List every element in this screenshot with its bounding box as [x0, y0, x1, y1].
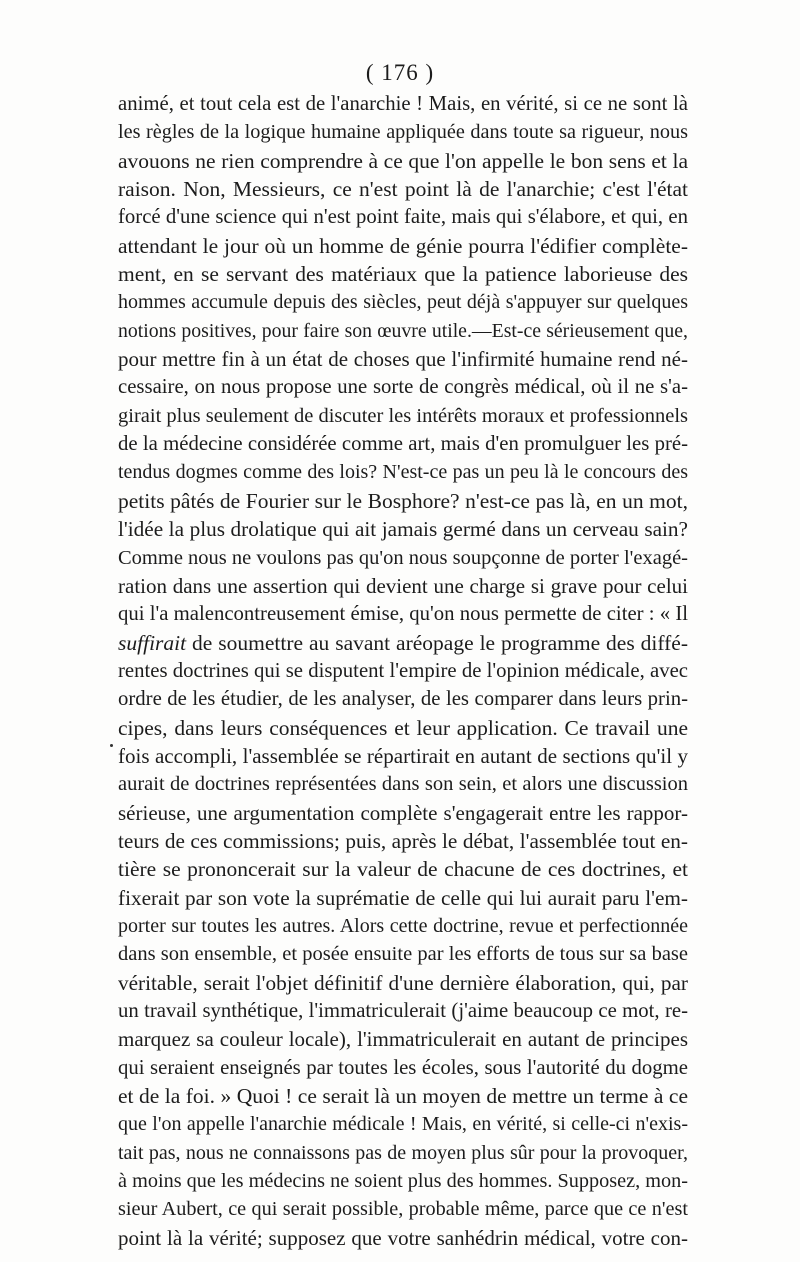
- text-line: fois accompli, l'assemblée se répartirait en autant de sections qu'il y: [118, 743, 688, 768]
- text-line: forcé d'une science qui n'est point faite, mais qui s'élabore, et qui, en: [118, 206, 688, 229]
- text-line: avouons ne rien comprendre à ce que l'on appelle le bon sens et la: [118, 148, 688, 173]
- text-line: dans son ensemble, et posée ensuite par les efforts de tous sur sa base: [118, 943, 688, 966]
- text-line: petits pâtés de Fourier sur le Bosphore? n'est-ce pas là, en un mot,: [118, 488, 688, 513]
- text-line: rentes doctrines qui se disputent l'empire de l'opinion médicale, avec: [118, 659, 688, 682]
- text-line: point là la vérité; supposez que votre sanhédrin médical, votre con-: [118, 1225, 688, 1250]
- text-line: que l'on appelle l'anarchie médicale ! Mais, en vérité, si celle-ci n'exis-: [118, 1113, 688, 1136]
- text-line: qui l'a malencontreusement émise, qu'on nous permette de citer : « Il: [118, 603, 688, 626]
- text-line: raison. Non, Messieurs, ce n'est point là de l'anarchie; c'est l'état: [118, 177, 688, 202]
- text-line: ordre de les étudier, de les analyser, de les comparer dans leurs prin-: [118, 688, 688, 711]
- text-line: de la médecine considérée comme art, mais d'en promulguer les pré-: [118, 433, 688, 456]
- text-line: un travail synthétique, l'immatriculerait (j'aime beaucoup ce mot, re-: [118, 1000, 688, 1022]
- page-number: ( 176 ): [365, 60, 435, 85]
- text-line: tendus dogmes comme des lois? N'est-ce pas un peu là le concours des: [118, 461, 688, 484]
- text-line: girait plus seulement de discuter les intérêts moraux et professionnels: [118, 404, 688, 427]
- text-line: pour mettre fin à un état de choses que l'infirmité humaine rend né-: [118, 347, 688, 372]
- text-line: les règles de la logique humaine appliquée dans toute sa rigueur, nous: [118, 121, 688, 144]
- text-line: tière se prononcerait sur la valeur de chacune de ces doctrines, et: [118, 857, 688, 882]
- text-line: cessaire, on nous propose une sorte de congrès médical, où il ne s'a-: [118, 376, 688, 399]
- text-line: notions positives, pour faire son œuvre utile.—Est-ce sérieusement que,: [118, 319, 688, 342]
- text-line: porter sur toutes les autres. Alors cette doctrine, revue et perfectionnée: [118, 914, 688, 937]
- text-line: l'idée la plus drolatique qui ait jamais germé dans un cerveau sain?: [118, 517, 688, 542]
- text-line: teurs de ces commissions; puis, après le débat, l'assemblée tout en-: [118, 828, 688, 853]
- text-line: sérieuse, une argumentation complète s'engagerait entre les rappor-: [118, 800, 688, 825]
- text-line: Comme nous ne voulons pas qu'on nous soupçonne de porter l'exagé-: [118, 546, 688, 569]
- text-line: ration dans une assertion qui devient une charge si grave pour celui: [118, 573, 688, 598]
- text-line: animé, et tout cela est de l'anarchie ! Mais, en vérité, si ce ne sont là: [118, 93, 688, 115]
- ink-speck: [110, 744, 113, 747]
- text-line: et de la foi. » Quoi ! ce serait là un moyen de mettre un terme à ce: [118, 1084, 688, 1109]
- text-line: qui seraient enseignés par toutes les écoles, sous l'autorité du dogme: [118, 1056, 688, 1079]
- text-line: marquez sa couleur locale), l'immatriculerait en autant de principes: [118, 1027, 688, 1052]
- text-line: véritable, serait l'objet définitif d'une dernière élaboration, qui, par: [118, 970, 688, 995]
- text-line: fixerait par son vote la suprématie de celle qui lui aurait paru l'em-: [118, 885, 688, 910]
- text-line: tait pas, nous ne connaissons pas de moyen plus sûr pour la provoquer,: [118, 1141, 688, 1164]
- text-line: à moins que les médecins ne soient plus des hommes. Supposez, mon-: [118, 1170, 688, 1193]
- text-line: hommes accumule depuis des siècles, peut déjà s'appuyer sur quelques: [118, 291, 688, 314]
- text-line: attendant le jour où un homme de génie pourra l'édifier complète-: [118, 233, 688, 258]
- text-line: cipes, dans leurs conséquences et leur application. Ce travail une: [118, 715, 688, 740]
- text-line: suffirait de soumettre au savant aréopage le programme des diffé-: [118, 630, 688, 655]
- text-line: sieur Aubert, ce qui serait possible, probable même, parce que ce n'est: [118, 1198, 688, 1221]
- text-line: aurait de doctrines représentées dans son sein, et alors une discussion: [118, 773, 688, 796]
- text-line: ment, en se servant des matériaux que la patience laborieuse des: [118, 262, 688, 287]
- body-text: [118, 90, 688, 1252]
